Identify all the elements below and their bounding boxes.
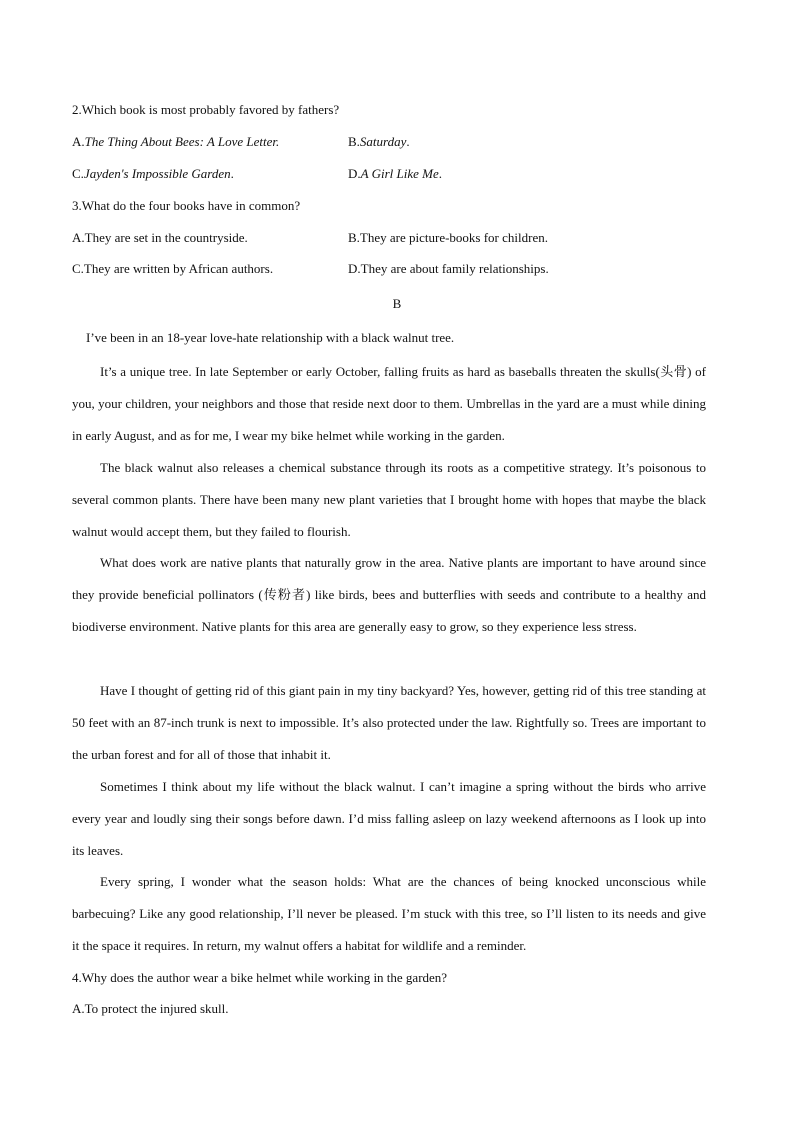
book-title: A Girl Like Me xyxy=(360,166,439,181)
book-title: The Thing About Bees: A Love Letter. xyxy=(84,134,280,149)
q2-option-c xyxy=(72,166,234,182)
option-end: . xyxy=(230,166,234,181)
option-letter: B. xyxy=(348,134,360,149)
section-label: B xyxy=(392,296,402,311)
q3-option-d: D.They are about family relationships. xyxy=(348,261,549,276)
book-title: Jayden's Impossible Garden xyxy=(83,166,231,181)
q3-option-c: C.They are written by African authors. xyxy=(72,261,274,276)
option-end: . xyxy=(406,134,410,149)
passage-paragraph-4: Have I thought of getting rid of this giant pain in my tiny backyard? Yes, however, getting rid of this tree standing at 50 feet with an 87-inch trunk is next to impossible. It’s also protected under the law. Rightfully so. Trees are important to the urban forest and for all of those that inhabit it. xyxy=(72,683,706,762)
question-4-stem: 4.Why does the author wear a bike helmet while working in the garden? xyxy=(72,970,448,985)
passage-intro: I’ve been in an 18-year love-hate relationship with a black walnut tree. xyxy=(86,330,455,345)
passage-paragraph-2: The black walnut also releases a chemical substance through its roots as a competitive strategy. It’s poisonous to several common plants. There have been many new plant varieties that I brought home with hopes that maybe the black walnut would accept them, but they failed to flourish. xyxy=(72,460,706,539)
q2-option-d xyxy=(348,166,442,182)
passage-paragraph-6: Every spring, I wonder what the season holds: What are the chances of being knocked unconscious while barbecuing? Like any good relationship, I’ll never be pleased. I’m stuck with this tree, so I’ll listen to its needs and give it the space it requires. In return, my walnut offers a habitat for wildlife and a reminder. xyxy=(72,874,706,953)
passage-paragraph-1: It’s a unique tree. In late September or early October, falling fruits as hard as baseballs threaten the skulls(头骨) of you, your children, your neighbors and those that reside next door to them. Umbrellas in the yard are a must while dining in early August, and as for me, I wear my bike helmet while working in the garden. xyxy=(72,364,706,443)
option-letter: C. xyxy=(72,166,84,181)
q3-option-a: A.They are set in the countryside. xyxy=(72,230,248,245)
passage-paragraph-3: What does work are native plants that naturally grow in the area. Native plants are important to have around since they provide beneficial pollinators (传粉者) like birds, bees and butterflies with seeds and contribute to a healthy and biodiverse environment. Native plants for this area are generally easy to grow, so they experience less stress. xyxy=(72,555,706,634)
q2-option-a xyxy=(72,134,279,150)
q4-option-a: A.To protect the injured skull. xyxy=(72,1001,229,1016)
q2-option-b xyxy=(348,134,410,150)
option-letter: A. xyxy=(72,134,85,149)
q3-option-b: B.They are picture-books for children. xyxy=(348,230,548,245)
question-3-stem: 3.What do the four books have in common? xyxy=(72,198,301,213)
book-title: Saturday xyxy=(359,134,407,149)
option-letter: D. xyxy=(348,166,361,181)
option-end: . xyxy=(438,166,442,181)
passage-paragraph-5: Sometimes I think about my life without the black walnut. I can’t imagine a spring without the birds who arrive every year and loudly sing their songs before dawn. I’d miss falling asleep on lazy weekend afternoons as I look up into its leaves. xyxy=(72,779,706,858)
question-2-stem: 2.Which book is most probably favored by fathers? xyxy=(72,102,340,117)
